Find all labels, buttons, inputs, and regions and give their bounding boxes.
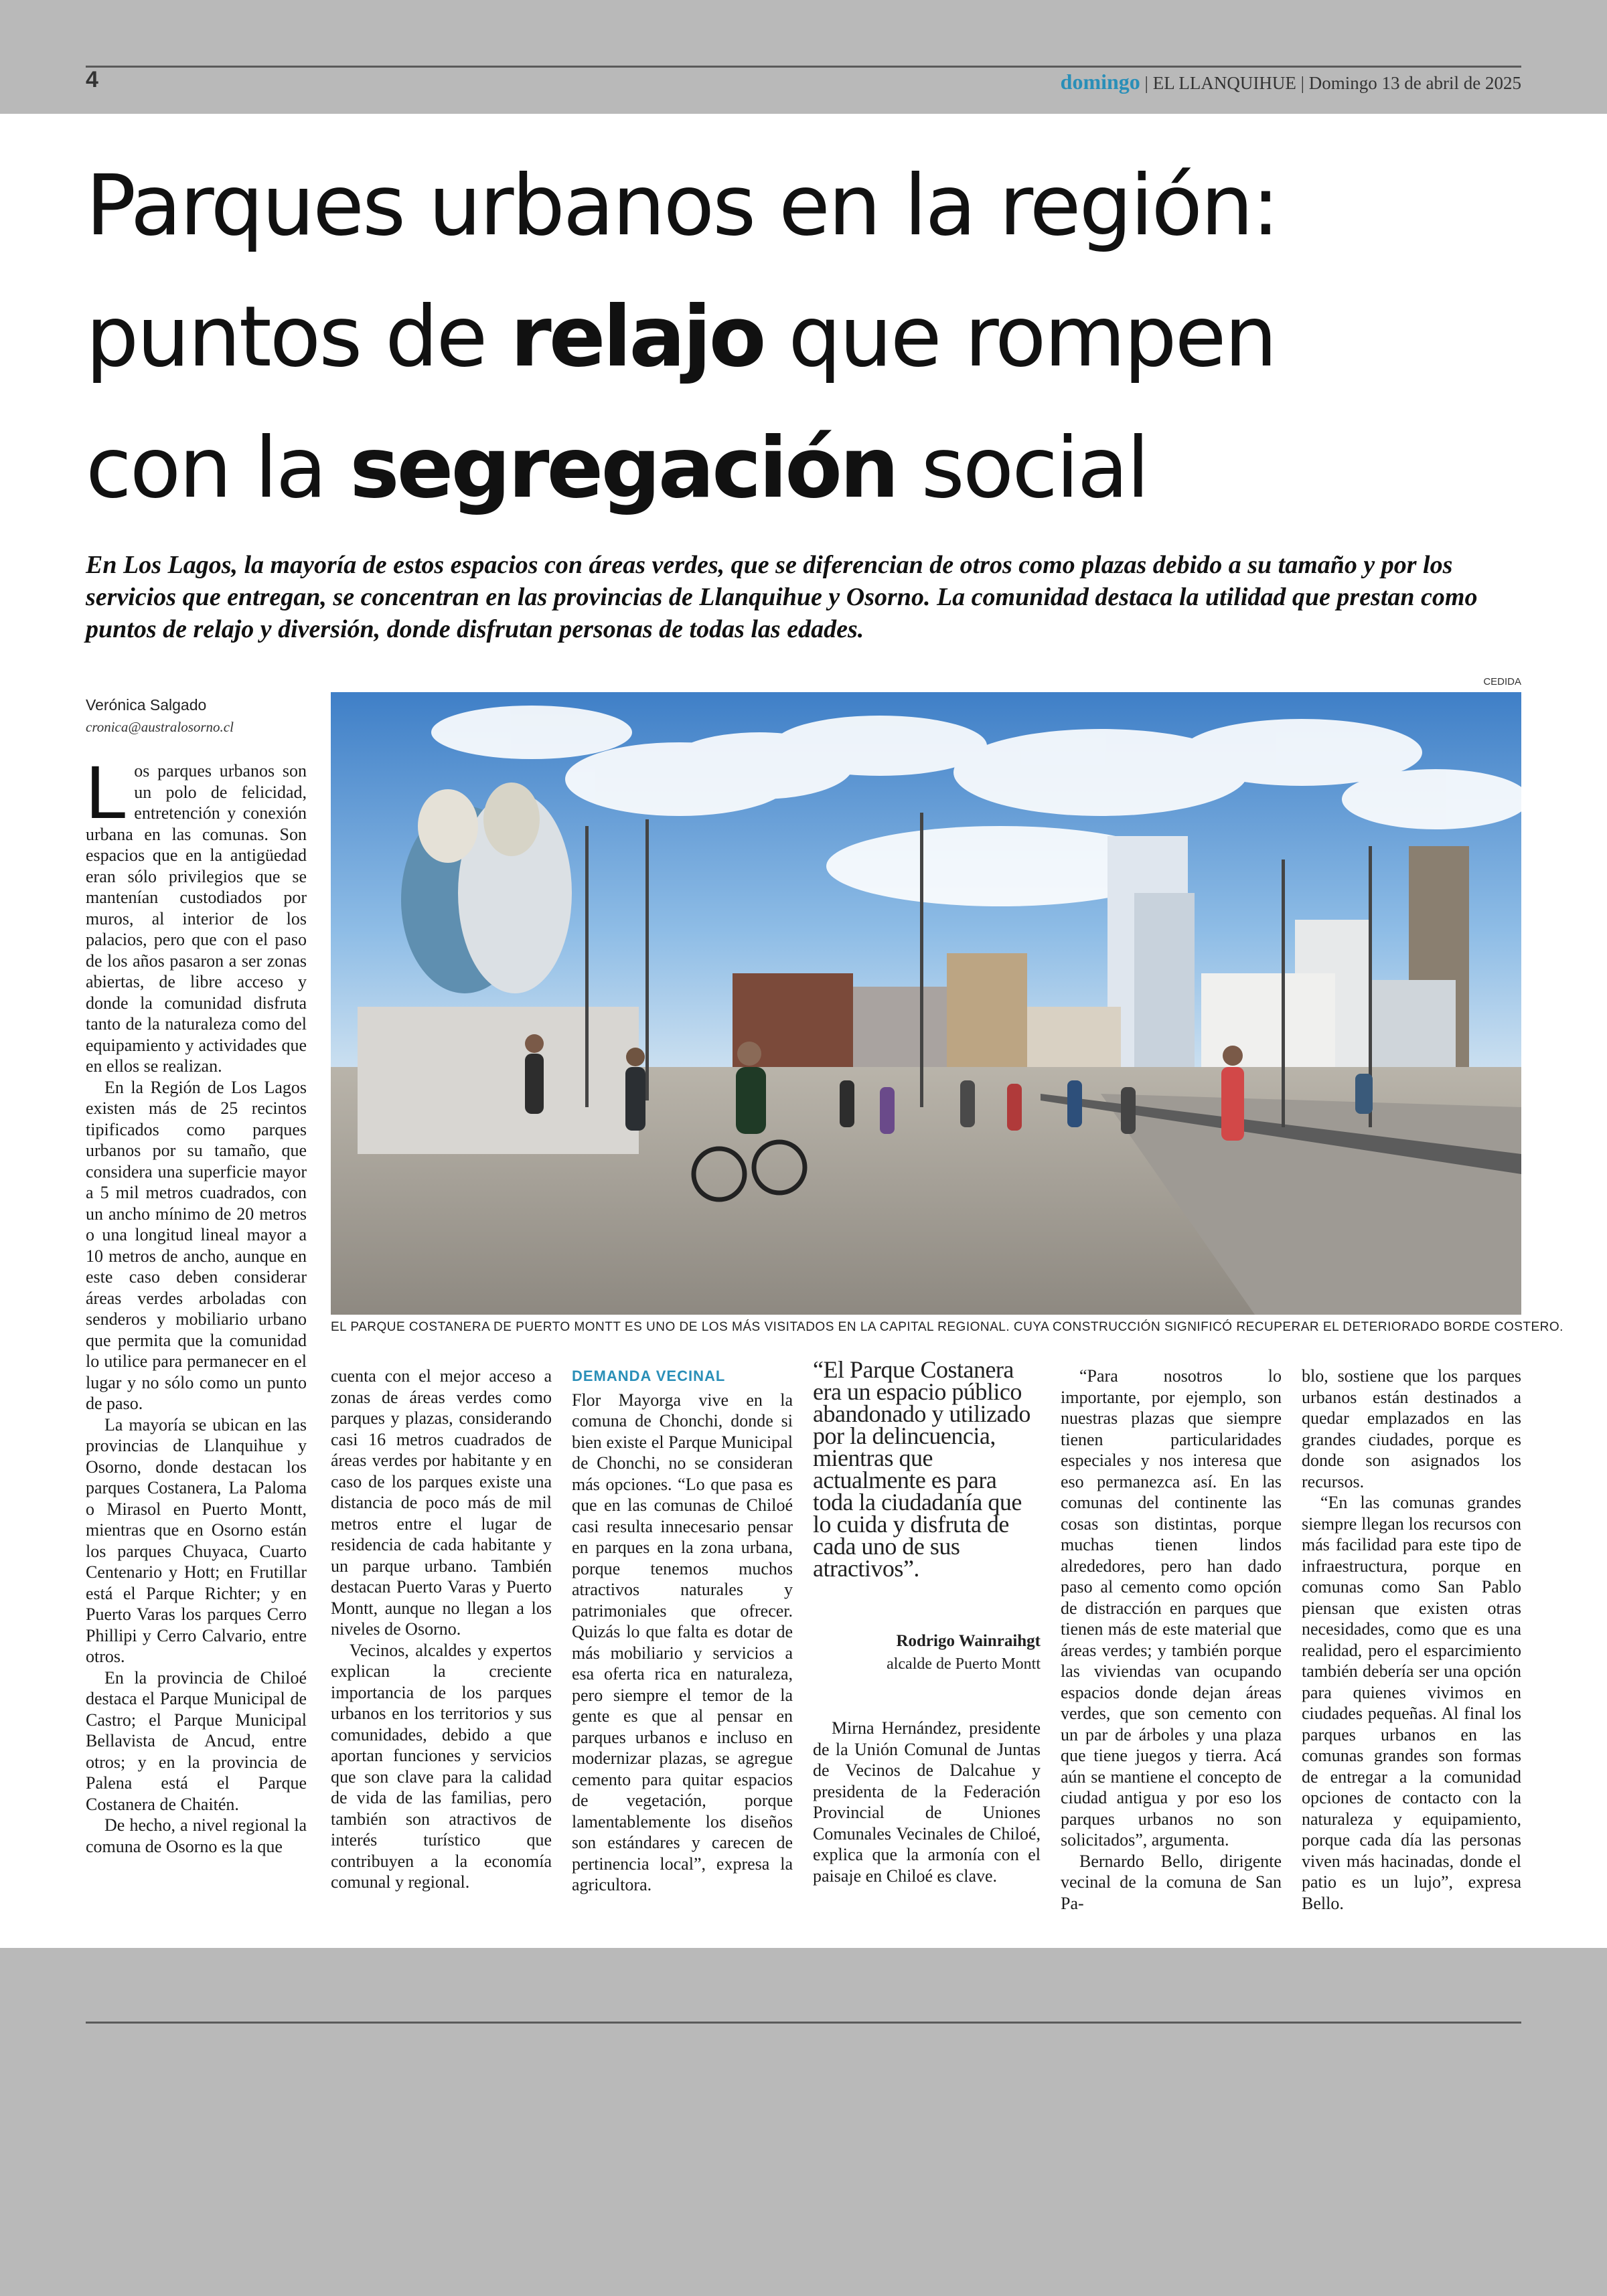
column-4 <box>813 1718 1041 1886</box>
subhead-demanda-vecinal: DEMANDA VECINAL <box>572 1368 726 1384</box>
deck: En Los Lagos, la mayoría de estos espacios con áreas verdes, que se diferencian de otros como plazas debido a su tamaño y por los servicios que entregan, se concentran en las provincias de Llanquihue y Osorno. La comunidad destaca la utilidad que prestan como puntos de relajo y diversión, donde disfrutan personas de todas las edades. <box>86 551 1478 643</box>
column-6 <box>1302 1366 1521 1914</box>
paragraph: cuenta con el mejor acceso a zonas de áreas verdes como parques y plazas, considerando casi 16 metros cuadrados de áreas verdes por habitante y en caso de los parques existe una distancia de poco más de mil metros entre el lugar de residencia de cada habitante y un parque urbano. También destacan Puerto Varas y Puerto Montt, aunque no llegan a los niveles de Osorno. <box>331 1366 552 1639</box>
paragraph: Vecinos, alcaldes y expertos explican la creciente importancia de los parques urbanos en los territorios y sus comunidades, debido a que aportan funciones y servicios que son clave para la calidad de vida de las familias, pero también son atractivos de interés turístico que contribuyen a la economía comunal y regional. <box>331 1640 552 1892</box>
paragraph: “En las comunas grandes siempre llegan los recursos con más facilidad para este tipo de infraestructura, porque en comunas como San Pablo piensan que existen otras necesidades, como que es una realidad, pero el esparcimiento también debería ser una opción para quienes vivimos en ciudades pequeñas. Al final los parques urbanos en las comunas grandes son formas de entregar a la comunidad opciones de contacto con la naturaleza y equipamiento, porque cada día las personas viven más hacinadas, donde el patio es un lujo”, expresa Bello. <box>1302 1493 1521 1913</box>
column-2 <box>331 1366 552 1893</box>
pull-quote: “El Parque Costanera era un espacio público abandonado y utilizado por la delincuencia, mientras que actualmente es para toda la ciudadanía que lo cuida y disfruta de cada uno de sus atractivos”. <box>813 1356 1030 1582</box>
headline-line-3a: con la <box>86 420 350 517</box>
paragraph: En la Región de Los Lagos existen más de 25 recintos tipificados como parques urbanos por su tamaño, que considera una superficie mayor a 5 mil metros cuadrados, con un ancho mínimo de 20 metros o una longitud lineal mayor a 10 metros de ancho, aunque en este caso deben considerar áreas verdes arboladas con senderos y mobiliario urbano que permita que la comunidad lo utilice para permanecer en el lugar y no sólo como un punto de paso. <box>86 1077 307 1413</box>
author-email: cronica@australosorno.cl <box>86 719 234 735</box>
pull-quote-role: alcalde de Puerto Montt <box>887 1655 1041 1673</box>
headline-line-1: Parques urbanos en la región: <box>86 157 1278 254</box>
photo-credit: CEDIDA <box>1483 676 1521 687</box>
author-name: Verónica Salgado <box>86 696 207 714</box>
folio-text: | EL LLANQUIHUE | Domingo 13 de abril de 2025 <box>1140 73 1521 93</box>
section-brand: domingo <box>1060 70 1140 94</box>
column-5 <box>1061 1366 1282 1914</box>
bottom-rule <box>86 2022 1521 2024</box>
paragraph: La mayoría se ubican en las provincias de Llanquihue y Osorno, donde destacan los parques Costanera, La Paloma o Mirasol en Puerto Montt, mientras que en Osorno están los parques Chuyaca, Cuarto Centenario y Hott; en Frutillar está el Parque Richter; y en Puerto Varas los parques Cerro Phillipi y Cerro Calvario, entre otros. <box>86 1414 307 1666</box>
lead-paragraph <box>86 750 307 1077</box>
paragraph: blo, sostiene que los parques urbanos están destinados a quedar emplazados en las grandes ciudades, porque es donde son asignados los recursos. <box>1302 1366 1521 1491</box>
page-number: 4 <box>86 67 98 92</box>
headline-bold-relajo: relajo <box>510 289 764 386</box>
top-rule <box>86 66 1521 68</box>
pull-quote-name: Rodrigo Wainraihgt <box>896 1632 1041 1650</box>
paragraph: Flor Mayorga vive en la comuna de Chonchi, donde si bien existe el Parque Municipal de Chonchi, no se consideran más opciones. “Lo que pasa es que en las comunas de Chiloé casi resulta innecesario pensar en parques en la zona urbana, porque tenemos muchos atractivos naturales y patrimoniales que ofrecer. Quizás lo que falta es dotar de más mobiliario y servicios a esa oferta rica en naturaleza, pero siempre el temor de la gente es que al pensar en parques urbanos e incluso en modernizar plazas, se agregue cemento para quitar espacios de vegetación, porque lamentablemente los diseños son estándares y carecen de pertinencia local”, expresa la agricultora. <box>572 1390 793 1894</box>
folio <box>1061 70 1521 94</box>
drop-cap: L <box>86 750 128 834</box>
paragraph: En la provincia de Chiloé destaca el Parque Municipal de Castro; el Parque Municipal Bellavista de Ancud, entre otros; y en la provincia de Palena está el Parque Costanera de Chaitén. <box>86 1667 307 1814</box>
paragraph: “Para nosotros lo importante, por ejemplo, son nuestras plazas que siempre tienen particularidades especiales y nos interesa que eso permanezca así. En las comunas del continente las cosas son distintas, porque muchas tienen lindos alrededores, pero han dado paso al cemento como opción de distracción en parques que tienen más de este material que áreas verdes; y también porque las viviendas van ocupando espacios donde dejan áreas verdes, que son cemento con un par de árboles y una plaza que tiene juegos y tierra. Acá aún se mantiene el concepto de ciudad antigua y por eso los parques urbanos no son solicitados”, argumenta. <box>1061 1366 1282 1850</box>
lead-text: os parques urbanos son un polo de felicidad, entretención y conexión urbana en las comunas. Son espacios que en la antigüedad eran sólo privilegios que se mantenían custodiados por muros, al interior de los palacios, pero que con el paso de los años pasaron a ser zonas abiertas, de libre acceso y donde la comunidad disfruta tanto de la naturaleza como del equipamiento y actividades que en ellos se realizan. <box>86 761 307 1076</box>
headline-line-2a: puntos de <box>86 289 511 386</box>
headline <box>86 141 1525 534</box>
paragraph: Bernardo Bello, dirigente vecinal de la comuna de San Pa- <box>1061 1851 1282 1913</box>
costanera-park-illustration <box>331 692 1521 1315</box>
column-3 <box>572 1366 793 1896</box>
headline-line-3b: social <box>896 420 1148 517</box>
photo-caption: EL PARQUE COSTANERA DE PUERTO MONTT ES UNO DE LOS MÁS VISITADOS EN LA CAPITAL REGIONAL. CUYA CONSTRUCCIÓN SIGNIFICÓ RECUPERAR EL DETERIORADO BORDE COSTERO. <box>331 1320 1563 1334</box>
headline-bold-segregacion: segregación <box>350 420 897 517</box>
headline-line-2b: que rompen <box>763 289 1276 386</box>
paragraph: Mirna Hernández, presidente de la Unión Comunal de Juntas de Vecinos de Dalcahue y presidenta de la Federación Provincial de Uniones Comunales Vecinales de Chiloé, explica que la armonía con el paisaje en Chiloé es clave. <box>813 1718 1041 1886</box>
column-1 <box>86 750 307 1857</box>
main-photo <box>331 692 1521 1315</box>
paragraph: De hecho, a nivel regional la comuna de Osorno es la que <box>86 1815 307 1856</box>
